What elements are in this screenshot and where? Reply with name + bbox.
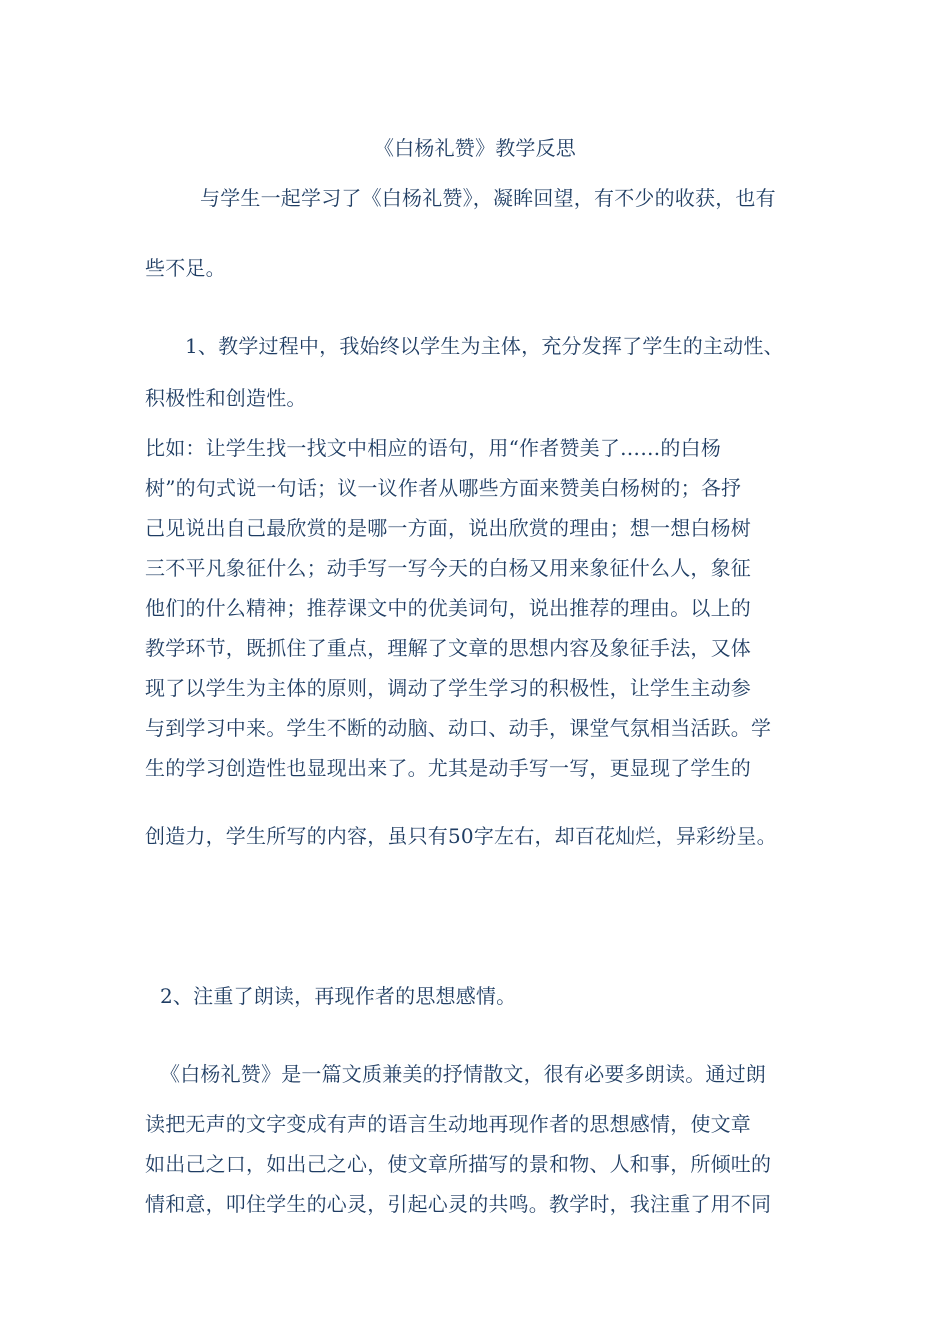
intro-line-1: 与学生一起学习了《白杨礼赞》，凝眸回望，有不少的收获，也有 bbox=[200, 186, 776, 210]
section1-body-line-10: 创造力，学生所写的内容，虽只有50字左右，却百花灿烂，异彩纷呈。 bbox=[145, 824, 777, 848]
section1-heading-line-1: 1、教学过程中，我始终以学生为主体，充分发挥了学生的主动性、 bbox=[185, 334, 784, 358]
section1-body-line-2: 树”的句式说一句话；议一议作者从哪些方面来赞美白杨树的；各抒 bbox=[145, 476, 742, 500]
section1-body-line-8: 与到学习中来。学生不断的动脑、动口、动手，课堂气氛相当活跃。学 bbox=[145, 716, 772, 740]
section1-body-line-6: 教学环节，既抓住了重点，理解了文章的思想内容及象征手法，又体 bbox=[145, 636, 751, 660]
intro-line-2: 些不足。 bbox=[145, 256, 226, 280]
section2-body-line-2: 读把无声的文字变成有声的语言生动地再现作者的思想感情，使文章 bbox=[145, 1112, 751, 1136]
section1-body-line-4: 三不平凡象征什么；动手写一写今天的白杨又用来象征什么人，象征 bbox=[145, 556, 751, 580]
section2-body-line-4: 情和意，叩住学生的心灵，引起心灵的共鸣。教学时，我注重了用不同 bbox=[145, 1192, 772, 1216]
section1-heading-line-2: 积极性和创造性。 bbox=[145, 386, 307, 410]
document-title: 《白杨礼赞》教学反思 bbox=[374, 136, 576, 160]
section2-heading: 2、注重了朗读，再现作者的思想感情。 bbox=[160, 984, 517, 1008]
section1-body-line-9: 生的学习创造性也显现出来了。尤其是动手写一写，更显现了学生的 bbox=[145, 756, 751, 780]
section2-body-line-1: 《白杨礼赞》是一篇文质兼美的抒情散文，很有必要多朗读。通过朗 bbox=[160, 1062, 766, 1086]
section1-body-line-5: 他们的什么精神；推荐课文中的优美词句，说出推荐的理由。以上的 bbox=[145, 596, 751, 620]
section1-body-line-1: 比如：让学生找一找文中相应的语句，用“作者赞美了……的白杨 bbox=[145, 436, 722, 460]
section1-body-line-3: 己见说出自己最欣赏的是哪一方面，说出欣赏的理由；想一想白杨树 bbox=[145, 516, 751, 540]
section1-body-line-7: 现了以学生为主体的原则，调动了学生学习的积极性，让学生主动参 bbox=[145, 676, 751, 700]
section2-body-line-3: 如出己之口，如出己之心，使文章所描写的景和物、人和事，所倾吐的 bbox=[145, 1152, 772, 1176]
